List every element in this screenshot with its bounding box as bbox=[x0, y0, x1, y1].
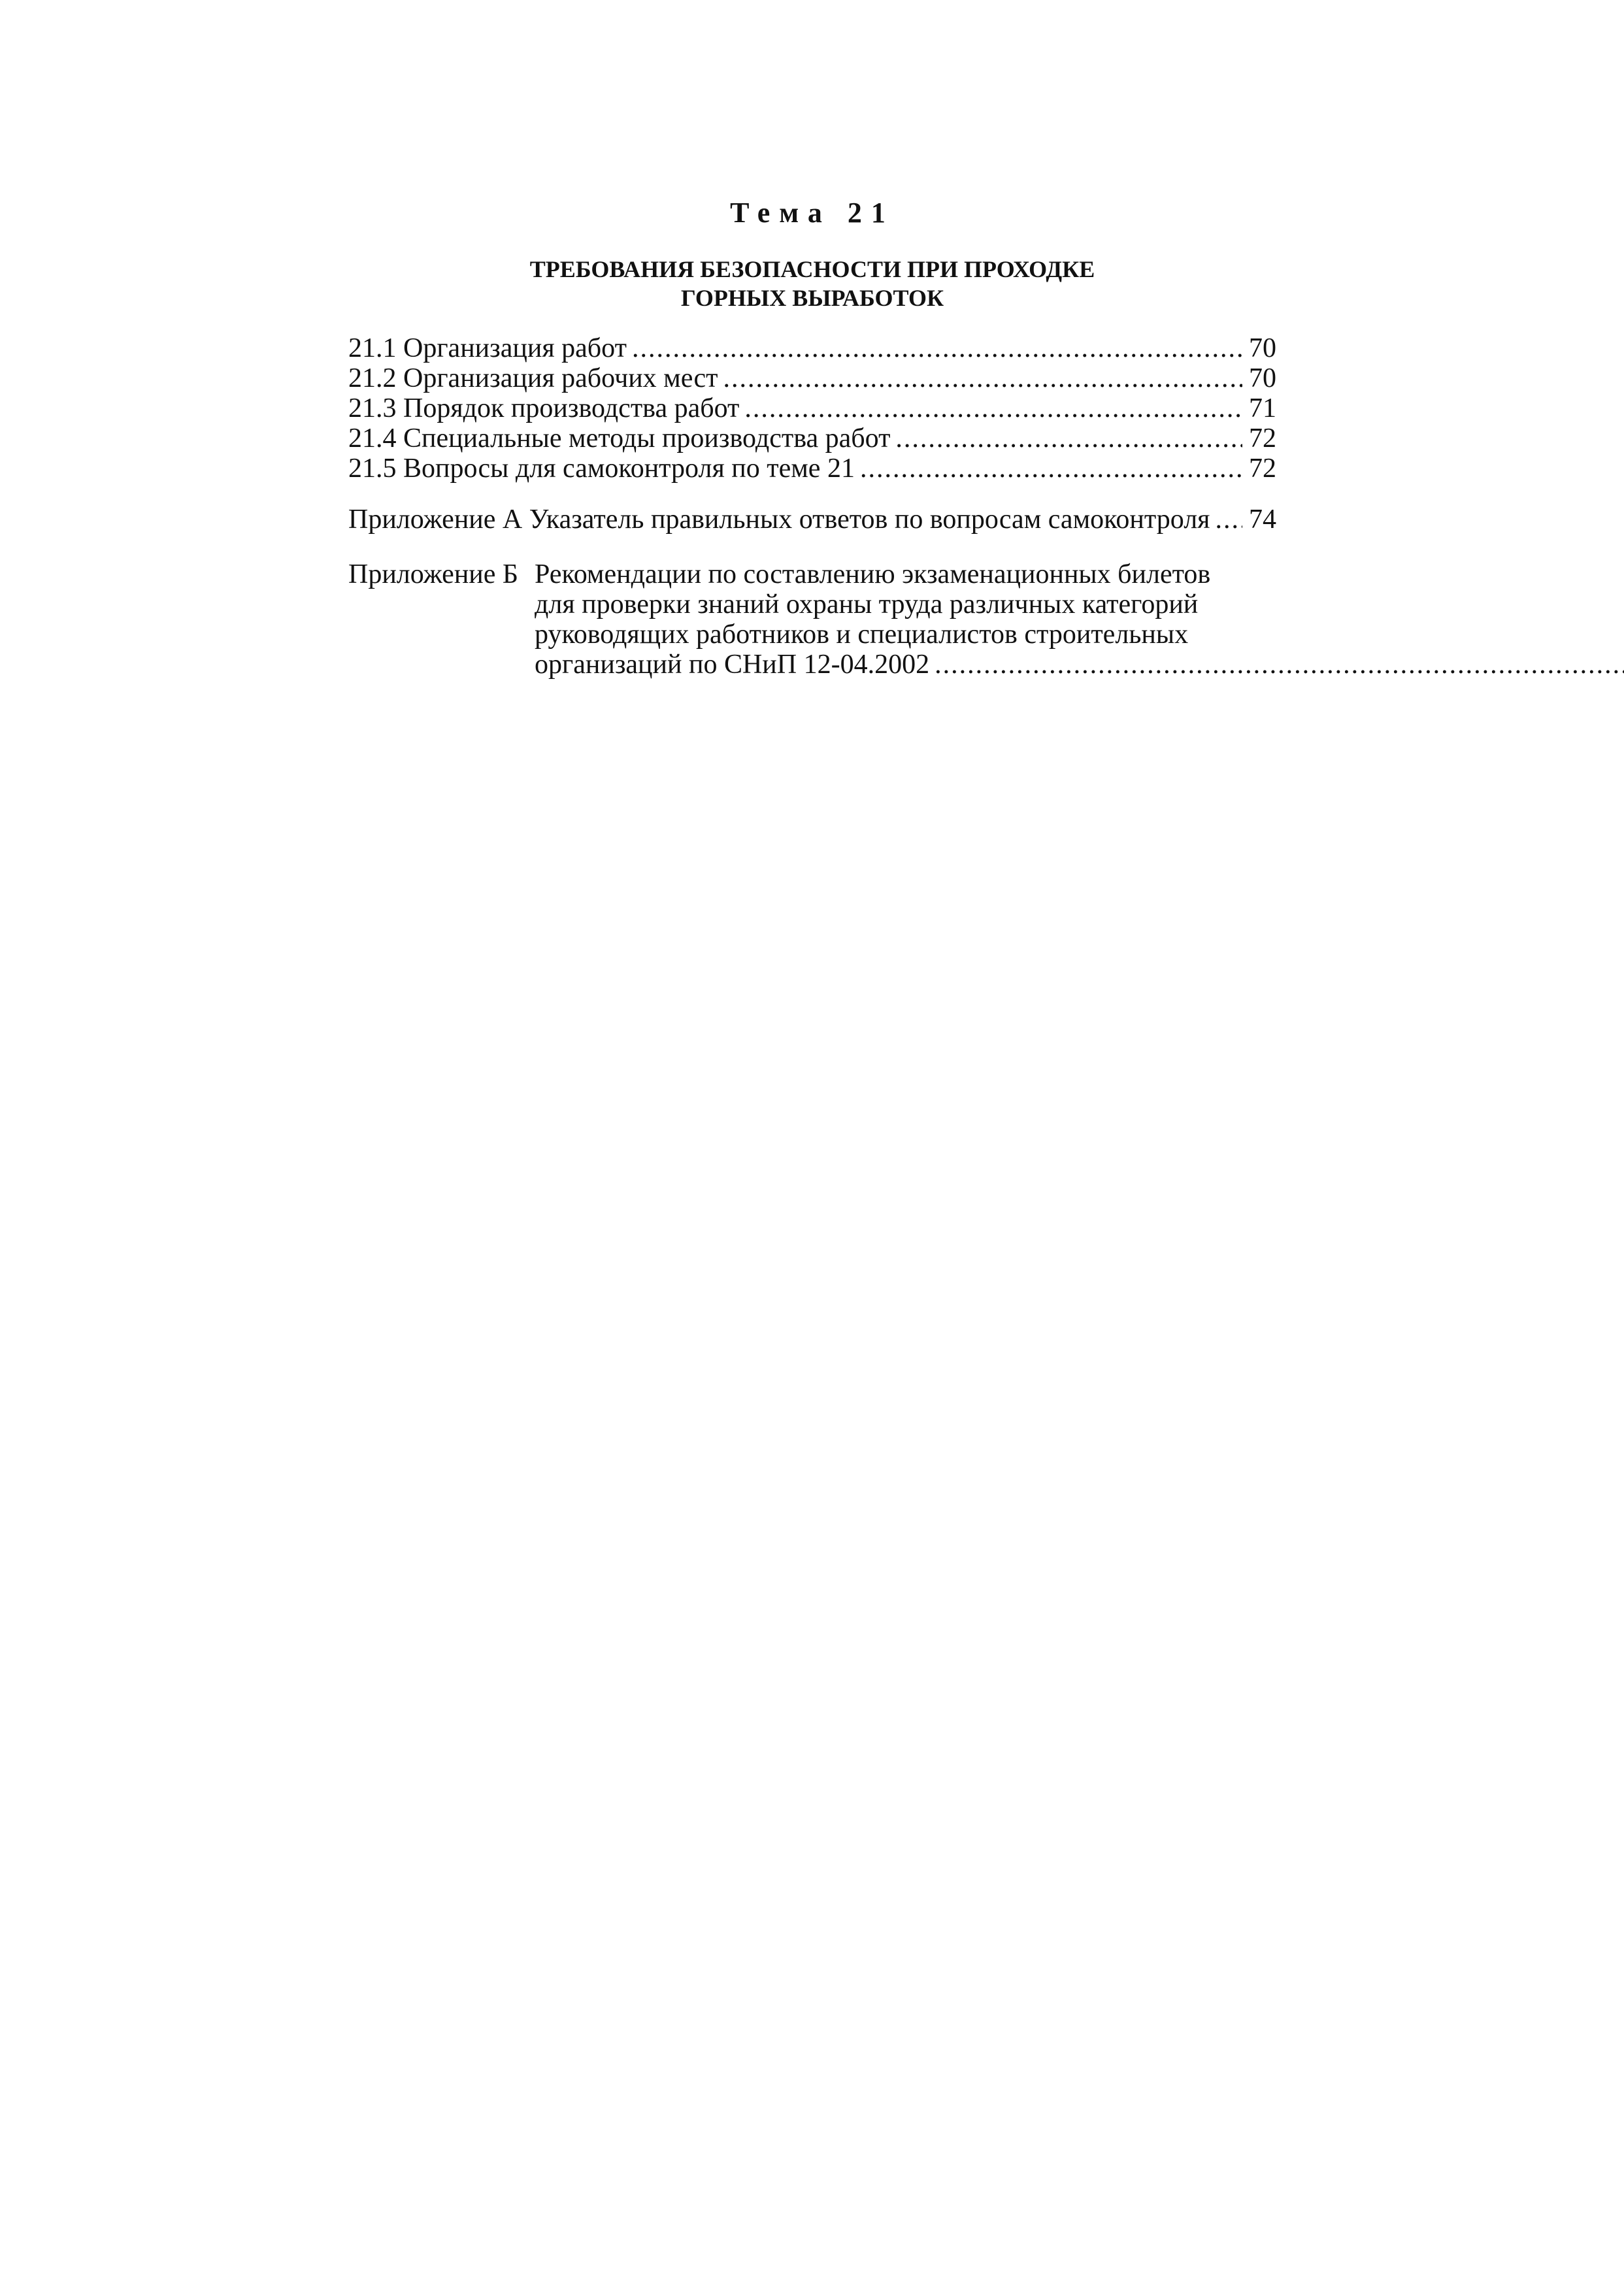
toc-entry-page: 72 bbox=[1249, 454, 1276, 484]
dot-leader bbox=[744, 393, 1242, 423]
toc-entry-page: 70 bbox=[1249, 363, 1276, 393]
appendix-last-line bbox=[535, 650, 1624, 680]
toc-entry-label: 21.2 Организация рабочих мест bbox=[348, 363, 718, 393]
toc-entry[interactable] bbox=[348, 363, 1276, 393]
toc-appendix-a bbox=[348, 504, 1276, 535]
section-heading-line-1: ТРЕБОВАНИЯ БЕЗОПАСНОСТИ ПРИ ПРОХОДКЕ bbox=[529, 256, 1095, 282]
toc-entry[interactable] bbox=[348, 423, 1276, 454]
dot-leader bbox=[723, 363, 1242, 393]
toc-entry-page: 74 bbox=[1249, 504, 1276, 535]
toc-entry[interactable] bbox=[348, 393, 1276, 423]
toc-entry-label: 21.3 Порядок производства работ bbox=[348, 393, 740, 423]
appendix-prefix: Приложение Б bbox=[348, 559, 519, 589]
toc-entry-label: Приложение А Указатель правильных ответов по вопросам самоконтроля bbox=[348, 504, 1210, 535]
toc-entry[interactable] bbox=[348, 454, 1276, 484]
dot-leader bbox=[860, 454, 1242, 484]
topic-title: Тема 21 bbox=[730, 197, 895, 229]
appendix-title-line: руководящих работников и специалистов строительных bbox=[535, 619, 1189, 650]
toc-entry-label: организаций по СНиП 12-04.2002 bbox=[535, 650, 930, 680]
section-heading-line-2: ГОРНЫХ ВЫРАБОТОК bbox=[680, 285, 944, 311]
table-of-contents bbox=[348, 333, 1276, 484]
toc-entry-label: 21.4 Специальные методы производства работ bbox=[348, 423, 891, 454]
dot-leader bbox=[632, 333, 1242, 363]
appendix-title-line: для проверки знаний охраны труда различных категорий bbox=[535, 589, 1199, 619]
toc-entry-label: 21.1 Организация работ bbox=[348, 333, 627, 363]
dot-leader bbox=[895, 423, 1242, 454]
toc-entry-label: 21.5 Вопросы для самоконтроля по теме 21 bbox=[348, 454, 855, 484]
toc-entry[interactable] bbox=[348, 504, 1276, 535]
toc-entry-page: 72 bbox=[1249, 423, 1276, 454]
toc-entry-page: 71 bbox=[1249, 393, 1276, 423]
toc-entry[interactable] bbox=[348, 559, 1276, 680]
dot-leader bbox=[935, 650, 1624, 680]
toc-entry[interactable] bbox=[348, 333, 1276, 363]
appendix-body bbox=[535, 559, 1624, 680]
toc-appendix-b bbox=[348, 559, 1276, 680]
appendix-title-line: Рекомендации по составлению экзаменационных билетов bbox=[535, 559, 1211, 589]
dot-leader bbox=[1216, 504, 1243, 535]
toc-entry-page: 70 bbox=[1249, 333, 1276, 363]
